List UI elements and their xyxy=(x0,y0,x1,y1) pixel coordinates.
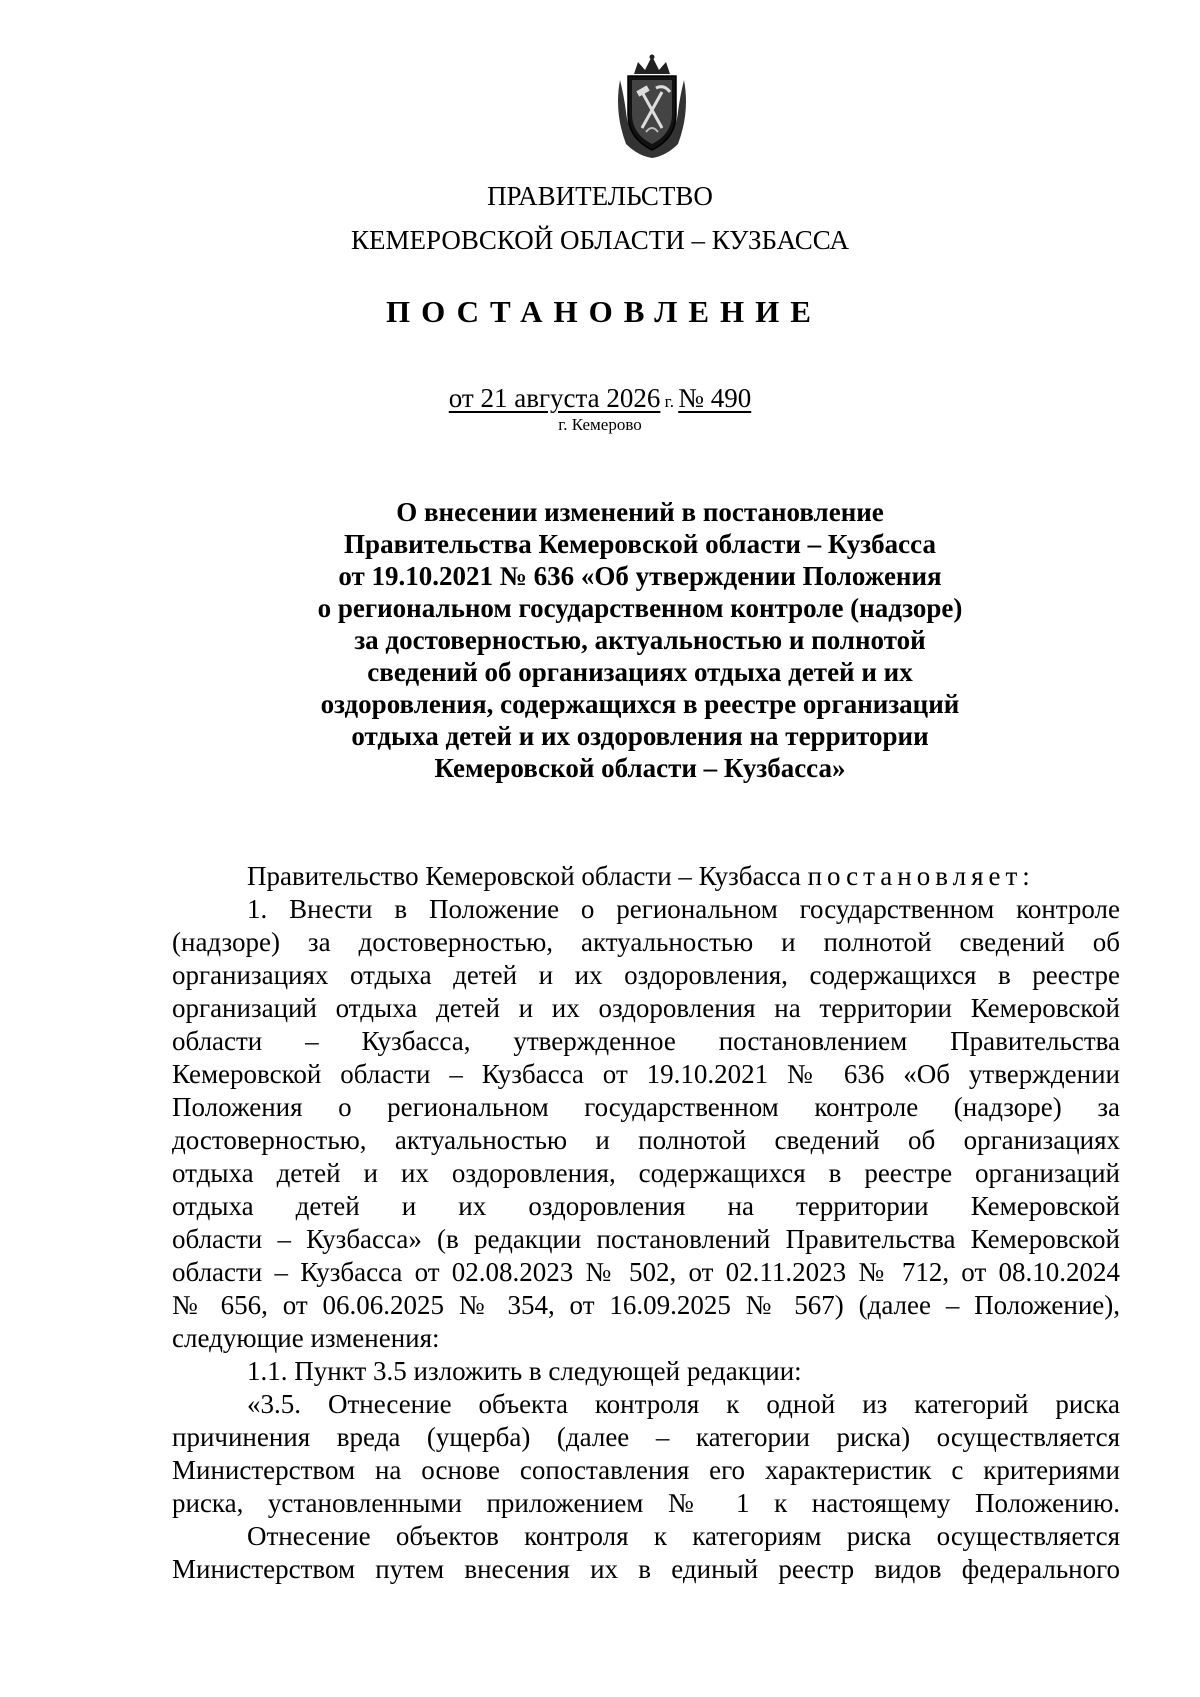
body-line: риска, установленными приложением № 1 к настоящему Положению. xyxy=(172,1488,1120,1518)
title-line: оздоровления, содержащихся в реестре организаций xyxy=(320,689,960,719)
body-line: Отнесение объектов контроля к категориям риска осуществляется xyxy=(247,1521,1120,1551)
year-suffix: г. xyxy=(660,392,679,411)
preamble xyxy=(172,860,1120,893)
body-line: отдыха детей и их оздоровления, содержащихся в реестре организаций xyxy=(172,1158,1120,1188)
date-number-line xyxy=(0,382,1200,418)
title-line: О внесении изменений в постановление xyxy=(396,497,884,527)
title-line: Кемеровской области – Кузбасса» xyxy=(434,753,846,783)
preamble-emphasis: постановляет: xyxy=(807,861,1035,891)
body-line: 1.1. Пункт 3.5 изложить в следующей редакции: xyxy=(247,1356,802,1386)
body-line: следующие изменения: xyxy=(172,1323,440,1353)
body-line: 1. Внести в Положение о региональном государственном контроле xyxy=(247,894,1120,924)
title-line: отдыха детей и их оздоровления на территории xyxy=(351,721,929,751)
body-line: Кемеровской области – Кузбасса от 19.10.2021 № 636 «Об утверждении xyxy=(172,1059,1120,1089)
title-line: от 19.10.2021 № 636 «Об утверждении Положения xyxy=(338,561,942,591)
document-type: ПОСТАНОВЛЕНИЕ xyxy=(386,294,822,329)
coat-of-arms-icon xyxy=(612,52,692,160)
body-line: Министерством путем внесения их в единый реестр видов федерального xyxy=(172,1554,1120,1584)
document-date: от 21 августа 2026 xyxy=(448,383,661,413)
title-line: Правительства Кемеровской области – Кузбасса xyxy=(344,529,936,559)
body-line: организациях отдыха детей и их оздоровления, содержащихся в реестре xyxy=(172,960,1120,990)
body-line: области – Кузбасса от 02.08.2023 № 502, от 02.11.2023 № 712, от 08.10.2024 xyxy=(172,1257,1120,1287)
body-line: «3.5. Отнесение объекта контроля к одной из категорий риска xyxy=(247,1389,1120,1419)
city-name: г. Кемерово xyxy=(558,415,642,434)
government-name-line-2: КЕМЕРОВСКОЙ ОБЛАСТИ – КУЗБАССА xyxy=(351,225,849,255)
body-line: (надзоре) за достоверностью, актуальностью и полнотой сведений об xyxy=(172,927,1120,957)
document-title xyxy=(280,496,1000,784)
body-line: причинения вреда (ущерба) (далее – категории риска) осуществляется xyxy=(172,1422,1120,1452)
body-line: организаций отдыха детей и их оздоровления на территории Кемеровской xyxy=(172,993,1120,1023)
body-line: области – Кузбасса, утвержденное постановлением Правительства xyxy=(172,1026,1120,1056)
government-name-line-1: ПРАВИТЕЛЬСТВО xyxy=(487,181,713,211)
body-line: области – Кузбасса» (в редакции постановлений Правительства Кемеровской xyxy=(172,1224,1120,1254)
body-line: Министерством на основе сопоставления его характеристик с критериями xyxy=(172,1455,1120,1485)
title-line: сведений об организациях отдыха детей и их xyxy=(367,657,913,687)
body-line: достоверностью, актуальностью и полнотой сведений об организациях xyxy=(172,1125,1120,1155)
body-line: Положения о региональном государственном контроле (надзоре) за xyxy=(172,1092,1120,1122)
title-line: за достоверностью, актуальностью и полнотой xyxy=(354,625,926,655)
document-number: № 490 xyxy=(678,383,752,413)
preamble-text: Правительство Кемеровской области – Кузбасса xyxy=(247,861,808,891)
body-line: № 656, от 06.06.2025 № 354, от 16.09.2025 № 567) (далее – Положение), xyxy=(172,1290,1120,1320)
document-body xyxy=(172,860,1120,1586)
body-line: отдыха детей и их оздоровления на территории Кемеровской xyxy=(172,1191,1120,1221)
title-line: о региональном государственном контроле (надзоре) xyxy=(317,593,963,623)
